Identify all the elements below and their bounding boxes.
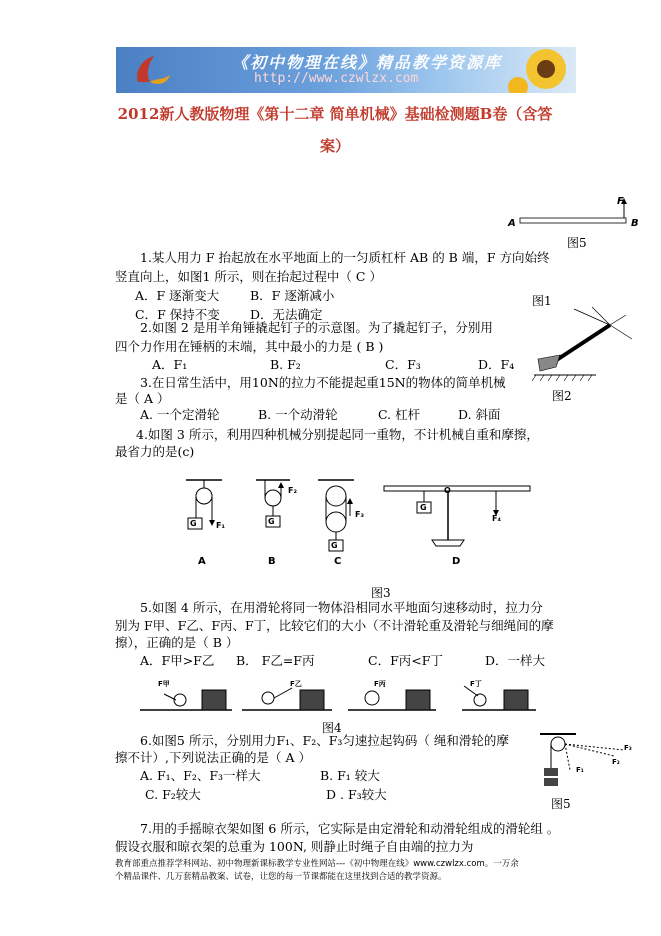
q2-line1: 2.如图 2 是用羊角锤撬起钉子的示意图。为了撬起钉子，分别用 xyxy=(140,320,493,335)
q2-option-a: A．F₁ xyxy=(152,357,188,372)
q6-line1: 6.如图5 所示，分别用力F₁、F₂、F₃匀速拉起钩码（ 绳和滑轮的摩 xyxy=(140,733,509,748)
fig3-weight-a: G xyxy=(190,519,197,528)
sunflower-image xyxy=(506,47,576,93)
site-logo xyxy=(130,52,174,88)
q3-option-b: B. 一个动滑轮 xyxy=(258,407,338,422)
banner-title: 《初中物理在线》精品教学资源库 xyxy=(232,53,503,72)
q5-line3: 擦），正确的是（ B ） xyxy=(115,635,239,650)
q3-option-a: A. 一个定滑轮 xyxy=(140,407,220,422)
q2-option-b: B. F₂ xyxy=(270,357,301,372)
q7-line2: 假设衣服和晾衣架的总重为 100N, 则静止时绳子自由端的拉力为 xyxy=(115,839,474,854)
document-title: 2012新人教版物理《第十二章 简单机械》基础检测题B卷（含答 xyxy=(117,105,553,123)
fig1-caption: 图1 xyxy=(532,294,552,308)
fig2-caption: 图2 xyxy=(552,389,572,403)
q5-line2: 别为 F甲、F乙、F丙、F丁，比较它们的大小（不计滑轮重及滑轮与细绳间的摩 xyxy=(115,618,554,633)
fig3-weight-c: G xyxy=(331,541,338,550)
lever-label-a: A xyxy=(508,218,516,229)
lever-label-b: B xyxy=(631,218,639,229)
q1-line2: 竖直向上，如图1 所示，则在抬起过程中（ C ） xyxy=(115,269,382,284)
q3-option-c: C. 杠杆 xyxy=(378,407,421,422)
q5-line1: 5.如图 4 所示，在用滑轮将同一物体沿相同水平地面匀速移动时，拉力分 xyxy=(140,600,543,615)
hammer-figure xyxy=(530,305,640,385)
q2-option-c: C．F₃ xyxy=(385,357,421,372)
fig5-force-3: F₃ xyxy=(624,744,632,752)
q3-line2: 是（ A ） xyxy=(115,391,170,406)
q7-line1: 7.用的手摇晾衣架如图 6 所示，它实际是由定滑轮和动滑轮组成的滑轮组 。 xyxy=(140,821,560,836)
q5-option-c: C．F丙<F丁 xyxy=(368,653,443,668)
fig4-force-jia: F甲 xyxy=(158,680,170,688)
fig5-caption: 图5 xyxy=(551,797,571,811)
fig3-force-2: F₂ xyxy=(288,486,297,495)
fig3-weight-d: G xyxy=(420,503,427,512)
q1-option-d: D．无法确定 xyxy=(250,307,323,322)
footer-line1: 教育部重点推荐学科网站、初中物理新课标教学专业性网站---《初中物理在线》www.czwlzx.com。一万余 xyxy=(115,859,519,869)
fig4-caption: 图4 xyxy=(322,721,342,735)
fig3-label-c: C xyxy=(334,556,342,567)
q2-option-d: D．F₄ xyxy=(478,357,515,372)
fig3-label-b: B xyxy=(268,556,276,567)
q5-option-b: B． F乙=F丙 xyxy=(236,653,315,668)
fig4-force-yi: F乙 xyxy=(290,680,302,688)
fig5-force-1: F₁ xyxy=(576,766,584,774)
machines-figure xyxy=(178,476,534,564)
fig3-label-d: D xyxy=(452,556,461,567)
document-title-cont: 案） xyxy=(319,137,350,155)
q1-line1: 1.某人用力 F 抬起放在水平地面上的一匀质杠杆 AB 的 B 端，F 方向始终 xyxy=(140,250,550,265)
q1-option-b: B．F 逐渐减小 xyxy=(250,288,335,303)
q6-option-a: A. F₁、F₂、F₃一样大 xyxy=(140,768,261,783)
q5-option-d: D．一样大 xyxy=(485,653,546,668)
q4-line2: 最省力的是(c) xyxy=(115,444,195,459)
banner-url[interactable]: http://www.czwlzx.com xyxy=(254,71,419,86)
q6-option-c: C. F₂较大 xyxy=(145,787,201,802)
fig3-force-1: F₁ xyxy=(216,521,225,530)
q1-option-a: A．F 逐渐变大 xyxy=(135,288,220,303)
fig3-label-a: A xyxy=(198,556,206,567)
lever-label-f: F xyxy=(617,196,624,207)
fig4-force-ding: F丁 xyxy=(470,680,482,688)
fig4-force-bing: F丙 xyxy=(374,680,386,688)
q6-option-b: B. F₁ 较大 xyxy=(320,768,380,783)
fig3-caption: 图3 xyxy=(371,586,391,600)
q3-option-d: D. 斜面 xyxy=(458,407,501,422)
q6-line2: 擦不计）,下列说法正确的是（ A ） xyxy=(115,750,311,765)
q4-line1: 4.如图 3 所示，利用四种机械分别提起同一重物，不计机械自重和摩擦， xyxy=(136,427,539,442)
q5-option-a: A．F甲>F乙 xyxy=(140,653,215,668)
fig5-caption-top: 图5 xyxy=(567,236,587,250)
q2-line2: 四个力作用在锤柄的末端，其中最小的力是 ( B ) xyxy=(115,339,384,354)
q3-line1: 3.在日常生活中，用10N的拉力不能提起重15N的物体的简单机械 xyxy=(140,375,506,390)
fig5-force-2: F₂ xyxy=(612,758,620,766)
q6-option-d: D . F₃较大 xyxy=(326,787,387,802)
fig3-weight-b: G xyxy=(268,517,275,526)
fig3-force-3: F₃ xyxy=(355,510,364,519)
fig3-pivot-o: O xyxy=(444,486,451,495)
fixed-pulley-figure xyxy=(530,730,650,796)
q1-option-c: C．F 保持不变 xyxy=(135,307,220,322)
fig3-force-4: F₄ xyxy=(492,514,501,523)
footer-line2: 个精品课件、几万套精品教案、试卷，让您的每一节课都能在这里找到合适的教学资源。 xyxy=(115,872,447,882)
header-banner xyxy=(116,47,576,93)
